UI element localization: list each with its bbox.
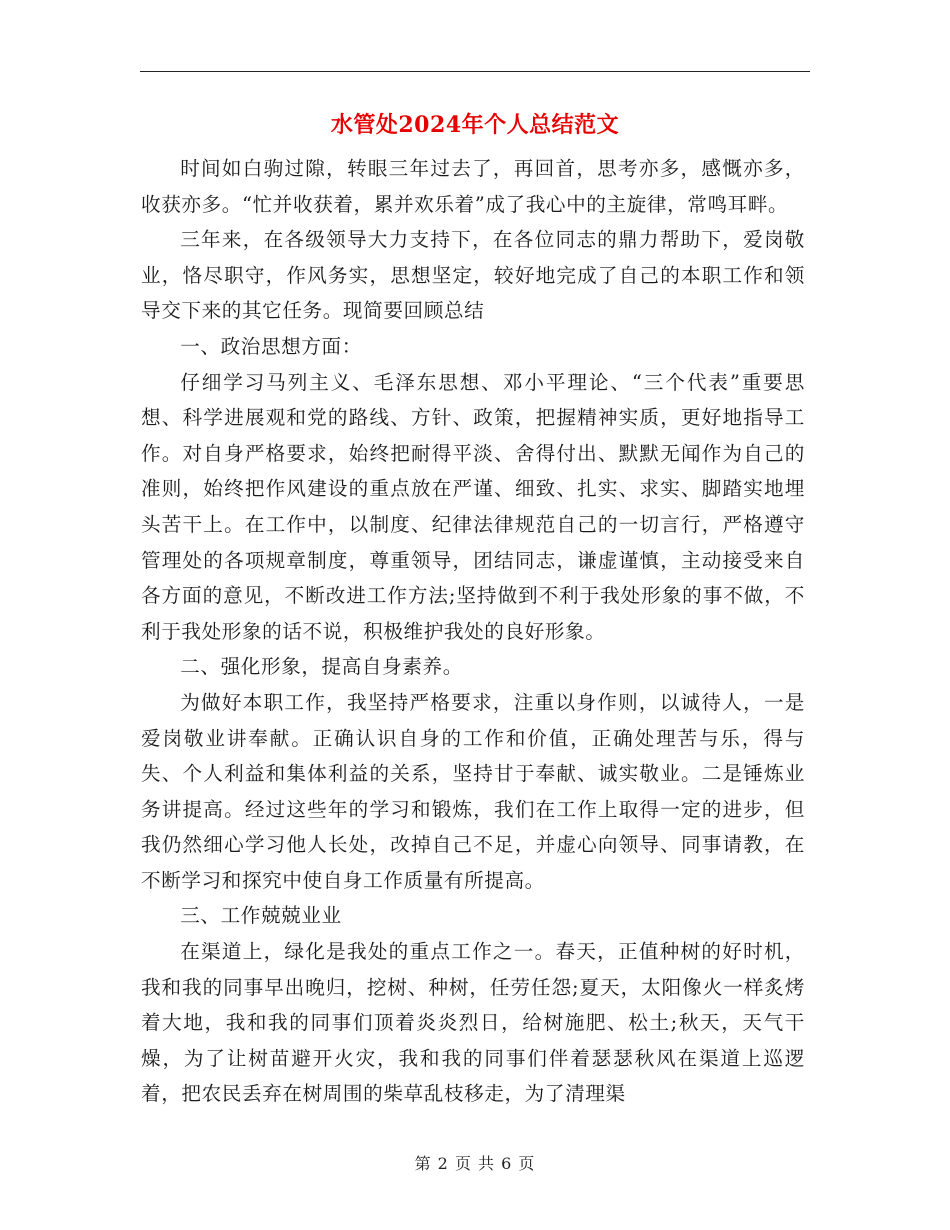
paragraph-image: 为做好本职工作，我坚持严格要求，注重以身作则，以诚待人，一是爱岗敬业讲奉献。正确认识自身的工作和价值，正确处理苦与乐，得与失、个人利益和集体利益的关系，坚持甘于奉献、诚实敬业。二是锤炼业务讲提高。经过这些年的学习和锻炼，我们在工作上取得一定的进步，但我仍然细心学习他人长处，改掉自己不足，并虚心向领导、同事请教，在不断学习和探究中使自身工作质量有所提高。 <box>141 690 805 892</box>
section-heading-work: 三、工作兢兢业业 <box>180 904 342 928</box>
page-footer: 第 2 页 共 6 页 <box>414 1154 536 1173</box>
paragraph-work: 在渠道上，绿化是我处的重点工作之一。春天，正值种树的好时机，我和我的同事早出晚归，挖树、种树，任劳任怨;夏天，太阳像火一样炙烤着大地，我和我的同事们顶着炎炎烈日，给树施肥、松土;秋天，天气干燥，为了让树苗避开火灾，我和我的同事们伴着瑟瑟秋风在渠道上巡逻着，把农民丢弃在树周围的柴草乱枝移走，为了清理渠 <box>141 940 805 1106</box>
paragraph-overview: 三年来，在各级领导大力支持下，在各位同志的鼎力帮助下，爱岗敬业，恪尽职守，作风务实，思想坚定，较好地完成了自己的本职工作和领导交下来的其它任务。现简要回顾总结 <box>141 228 805 323</box>
paragraph-politics: 仔细学习马列主义、毛泽东思想、邓小平理论、“三个代表”重要思想、科学进展观和党的路线、方针、政策，把握精神实质，更好地指导工作。对自身严格要求，始终把耐得平淡、舍得付出、默默无闻作为自己的准则，始终把作风建设的重点放在严谨、细致、扎实、求实、脚踏实地埋头苦干上。在工作中，以制度、纪律法律规范自己的一切言行，严格遵守管理处的各项规章制度，尊重领导，团结同志，谦虚谨慎，主动接受来自各方面的意见，不断改进工作方法;坚持做到不利于我处形象的事不做，不利于我处形象的话不说，积极维护我处的良好形象。 <box>141 370 805 643</box>
document-body <box>141 151 805 1112</box>
paragraph-intro: 时间如白驹过隙，转眼三年过去了，再回首，思考亦多，感慨亦多，收获亦多。“忙并收获着，累并欢乐着”成了我心中的主旋律，常鸣耳畔。 <box>141 157 805 216</box>
section-heading-politics: 一、政治思想方面： <box>180 334 362 358</box>
document-title: 水管处2024年个人总结范文 <box>330 112 620 138</box>
section-heading-image: 二、强化形象，提高自身素养。 <box>180 655 463 679</box>
header-rule <box>140 71 810 72</box>
